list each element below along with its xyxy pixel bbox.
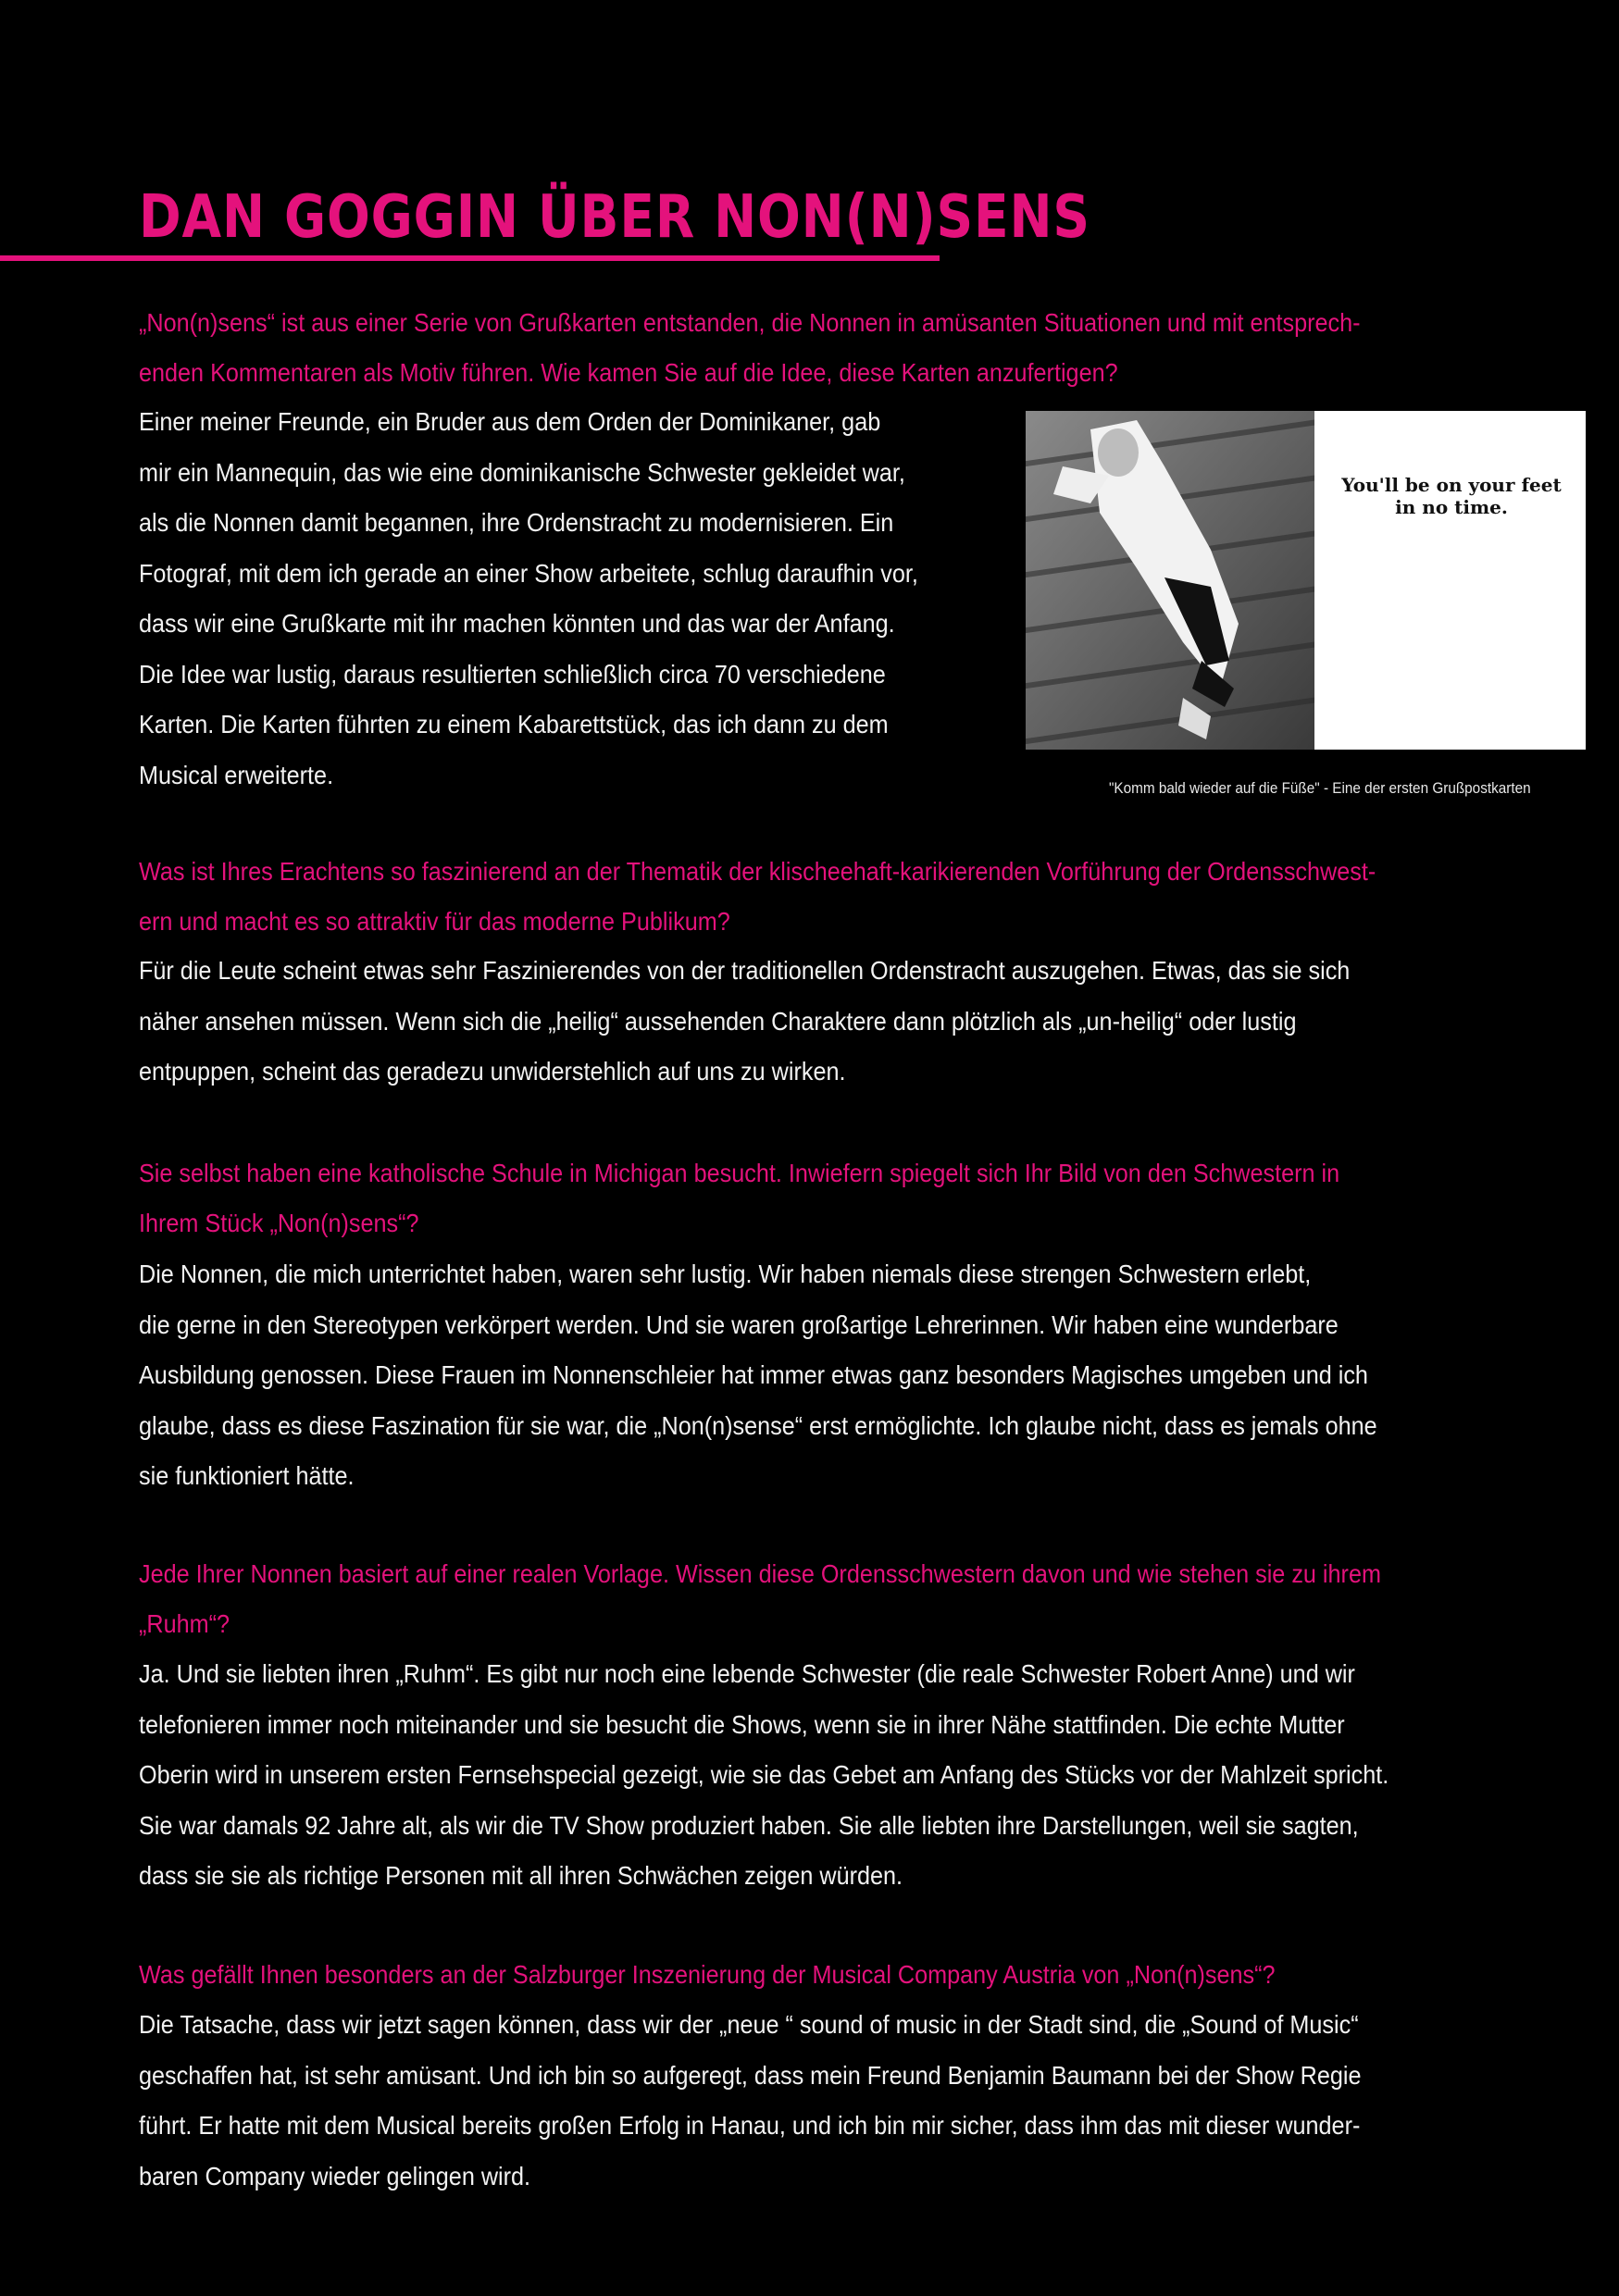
answer-4 (139, 1649, 1472, 1902)
title-underline (0, 255, 940, 261)
answer-line: Musical erweiterte. (139, 760, 334, 789)
answer-2 (139, 946, 1472, 1098)
answer-line: Einer meiner Freunde, ein Bruder aus dem Orden der Dominikaner, gab (139, 407, 881, 436)
answer-line: dass wir eine Grußkarte mit ihr machen könnten und das war der Anfang. (139, 609, 895, 638)
answer-line: Fotograf, mit dem ich gerade an einer Show arbeitete, schlug daraufhin vor, (139, 558, 918, 588)
answer-line: Karten. Die Karten führten zu einem Kabarettstück, das ich dann zu dem (139, 710, 889, 738)
card-caption-text: You'll be on your feet in no time. (1341, 474, 1562, 518)
answer-line: sie funktioniert hätte. (139, 1461, 355, 1490)
answer-line: Die Nonnen, die mich unterrichtet haben, waren sehr lustig. Wir haben niemals diese strengen Schwestern erlebt, (139, 1260, 1312, 1288)
answer-line: entpuppen, scheint das geradezu unwiderstehlich auf uns zu wirken. (139, 1057, 846, 1086)
answer-line: glaube, dass es diese Faszination für sie war, die „Non(n)sense“ erst ermöglichte. Ich glaube nicht, dass es jemals ohne (139, 1410, 1377, 1440)
answer-line: mir ein Mannequin, das wie eine dominikanische Schwester gekleidet war, (139, 457, 905, 487)
answer-line: die gerne in den Stereotypen verkörpert werden. Und sie waren großartige Lehrerinnen. Wir haben eine wunderbare (139, 1309, 1339, 1339)
question-4 (139, 1549, 1472, 1649)
answer-line: dass sie sie als richtige Personen mit all ihren Schwächen zeigen würden. (139, 1861, 903, 1890)
question-1 (139, 298, 1472, 398)
question-line: Sie selbst haben eine katholische Schule in Michigan besucht. Inwiefern spiegelt sich Ihr Bild von den Schwestern in (139, 1159, 1340, 1187)
question-3 (139, 1148, 1472, 1248)
question-line: Ihrem Stück „Non(n)sens“? (139, 1209, 419, 1237)
question-2 (139, 847, 1472, 947)
nun-photo-icon (1026, 411, 1314, 750)
greeting-card-image (1026, 411, 1586, 750)
question-line: Was ist Ihres Erachtens so faszinierend an der Thematik der klischeehaft-karikierenden Vorführung der Ordensschwest- (139, 857, 1376, 886)
image-caption: "Komm bald wieder auf die Füße" - Eine der ersten Grußpostkarten (1109, 779, 1531, 797)
answer-line: als die Nonnen damit begannen, ihre Ordenstracht zu modernisieren. Ein (139, 508, 894, 537)
answer-line: Ausbildung genossen. Diese Frauen im Nonnenschleier hat immer etwas ganz besonders Magisches umgeben und ich (139, 1360, 1368, 1389)
answer-line: baren Company wieder gelingen wird. (139, 2161, 531, 2191)
answer-line: Ja. Und sie liebten ihren „Ruhm“. Es gibt nur noch eine lebende Schwester (die reale Schwester Robert Anne) und wir (139, 1659, 1355, 1688)
answer-line: Sie war damals 92 Jahre alt, als wir die TV Show produziert haben. Sie alle liebten ihre Darstellungen, weil sie sagten, (139, 1810, 1359, 1840)
question-line: Was gefällt Ihnen besonders an der Salzburger Inszenierung der Musical Company Austria von „Non(n)sens“? (139, 1960, 1276, 1989)
question-line: „Non(n)sens“ ist aus einer Serie von Grußkarten entstanden, die Nonnen in amüsanten Situationen und mit entsprech- (139, 308, 1361, 337)
question-line: Jede Ihrer Nonnen basiert auf einer realen Vorlage. Wissen diese Ordensschwestern davon und wie stehen sie zu ihrem (139, 1559, 1381, 1588)
answer-line: Die Tatsache, dass wir jetzt sagen können, dass wir der „neue “ sound of music in der Stadt sind, die „Sound of Music“ (139, 2010, 1359, 2039)
page-title: DAN GOGGIN ÜBER NON(N)SENS (139, 183, 1090, 252)
question-line: ern und macht es so attraktiv für das moderne Publikum? (139, 907, 730, 936)
answer-5 (139, 2000, 1472, 2202)
answer-line: führt. Er hatte mit dem Musical bereits großen Erfolg in Hanau, und ich bin mir sicher, dass ihm das mit dieser wunder- (139, 2111, 1361, 2140)
answer-3 (139, 1249, 1472, 1502)
answer-line: telefonieren immer noch miteinander und sie besucht die Shows, wenn sie in ihrer Nähe stattfinden. Die echte Mutter (139, 1709, 1345, 1739)
question-line: „Ruhm“? (139, 1609, 230, 1638)
answer-line: näher ansehen müssen. Wenn sich die „heilig“ aussehenden Charaktere dann plötzlich als „un-heilig“ oder lustig (139, 1006, 1297, 1036)
answer-line: Für die Leute scheint etwas sehr Faszinierendes von der traditionellen Ordenstracht auszugehen. Etwas, das sie sich (139, 956, 1351, 985)
answer-line: Oberin wird in unserem ersten Fernsehspecial gezeigt, wie sie das Gebet am Anfang des Stücks vor der Mahlzeit spricht. (139, 1760, 1389, 1789)
question-line: enden Kommentaren als Motiv führen. Wie kamen Sie auf die Idee, diese Karten anzufertigen? (139, 358, 1118, 387)
question-5 (139, 1950, 1472, 2000)
answer-line: geschaffen hat, ist sehr amüsant. Und ich bin so aufgeregt, dass mein Freund Benjamin Baumann bei der Show Regie (139, 2060, 1362, 2090)
answer-line: Die Idee war lustig, daraus resultierten schließlich circa 70 verschiedene (139, 659, 886, 689)
